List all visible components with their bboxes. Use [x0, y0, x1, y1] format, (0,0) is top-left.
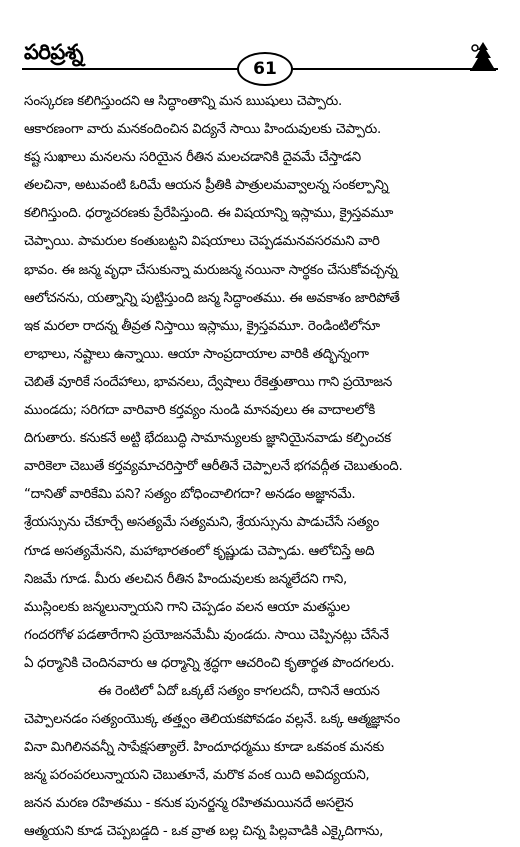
text-line: చెప్పాయి. పామరుల కంతుబట్టని విషయాలు చెప్పడమనవసరమని వారి [24, 234, 380, 250]
body-text [24, 88, 494, 847]
text-line: జనన మరణ రహితము - కనుక పునర్జన్మ రహితమయినదే అసలైన [24, 796, 354, 812]
text-line: సంస్కరణ కలిగిస్తుందని ఆ సిద్ధాంతాన్ని మన ఋషులు చెప్పారు. [24, 94, 342, 109]
text-line: ఈ రెంటిలో ఏదో ఒక్కటే సత్యం కాగలదనీ, దానినే ఆయన [98, 683, 380, 699]
text-line: వారికెలా చెబుతే కర్తవ్యమాచరిస్తారో ఆరీతినే చెప్పాలనే భగవద్గీత చెబుతుంది. [24, 459, 403, 475]
text-line: తలచినా, అటువంటి ఓరిమే ఆయన ప్రీతికి పాత్రులమవ్వాలన్న సంకల్పాన్ని [24, 178, 389, 194]
text-line: నిజమే గూడ. మీరు తలచిన రీతిన హిందువులకు జన్మలేదని గాని, [24, 571, 347, 587]
text-line: గూడ అసత్యమేనని, మహాభారతంలో కృష్ణుడు చెప్పాడు. ఆలోచిస్తే అది [24, 543, 375, 559]
text-line: కష్ట సుఖాలు మనలను సరియైన రీతిన మలచడానికి దైవమే చేస్తాడని [24, 150, 361, 166]
text-line: ఆత్మయని కూడ చెప్పబడ్డది - ఒక వ్రాత బల్ల చిన్న పిల్లవాడికి ఎక్కైదిగాను, [24, 824, 384, 840]
page-number-badge [237, 52, 293, 86]
text-line: జన్మ పరంపరలున్నాయని చెబుతూనే, మరొక వంక యిది అవిద్యయని, [24, 768, 370, 784]
text-line: చెప్పాలనడం సత్యంయొక్క తత్త్వం తెలియకపోవడం వల్లనే. ఒక్క ఆత్మజ్ఞానం [24, 712, 400, 728]
text-line: ముండదు; సరిగదా వారివారి కర్తవ్యం నుండి మానవులు ఈ వాదాలలోకి [24, 403, 375, 419]
text-line: గందరగోళ పడతారేగాని ప్రయోజనమేమీ వుండదు. సాయి చెప్పినట్లు చేసేనే [24, 627, 389, 643]
text-line: ఏ ధర్మానికి చెందినవారు ఆ ధర్మాన్ని శ్రద్ధగా ఆచరించి కృతార్థత పొందగలరు. [24, 655, 395, 671]
text-line: ఇక మరలా రాదన్న తీవ్రత నిస్తాయి ఇస్లాము, క్రైస్తవమూ. రెండింటిలోనూ [24, 318, 380, 334]
text-line: లాభాలు, నష్టాలు ఉన్నాయి. ఆయా సాంప్రదాయాల వారికి తద్భిన్నంగా [24, 346, 369, 362]
text-line: ఆకారణంగా వారు మనకందించిన విద్యనే సాయి హిందువులకు చెప్పారు. [24, 122, 381, 138]
text-line: ముస్లింలకు జన్మలున్నాయని గాని చెప్పడం వలన ఆయా మతస్థుల [24, 599, 350, 615]
page-number: 61 [253, 59, 277, 79]
temple-emblem-icon [466, 40, 500, 74]
text-line: వినా మిగిలినవన్నీ సాపేక్షసత్యాలే. హిందూధర్మము కూడా ఒకవంక మనకు [24, 740, 384, 756]
running-title: పరిప్రశ్న [24, 40, 83, 64]
text-line: చెబితే వూరికే సందేహాలు, భావనలు, ద్వేషాలు రేకెత్తుతాయి గాని ప్రయోజన [24, 374, 392, 390]
text-line: దిగుతారు. కనుకనే అట్టి భేదబుద్ధి సామాన్యులకు జ్ఞానియైనవాడు కల్పించక [24, 431, 391, 447]
page-header [0, 0, 520, 80]
text-line: ఆలోచనను, యత్నాన్ని పుట్టిస్తుంది జన్మ సిద్ధాంతము. ఈ అవకాశం జారిపోతే [24, 290, 400, 306]
text-line: శ్రేయస్సును చేకూర్చే అసత్యమే సత్యమని, శ్రేయస్సును పాడుచేసే సత్యం [24, 515, 379, 531]
text-line: భావం. ఈ జన్మ వృధా చేసుకున్నా మరుజన్మ నయినా సార్థకం చేసుకోవచ్చన్న [24, 262, 398, 278]
text-line: “దానితో వారికేమి పని? సత్యం బోధించాలిగదా? అనడం అజ్ఞానమే. [24, 487, 356, 503]
text-line: కలిగిస్తుంది. ధర్మాచరణకు ప్రేరేపిస్తుంది. ఈ విషయాన్ని ఇస్లాము, క్రైస్తవమూ [24, 206, 394, 222]
